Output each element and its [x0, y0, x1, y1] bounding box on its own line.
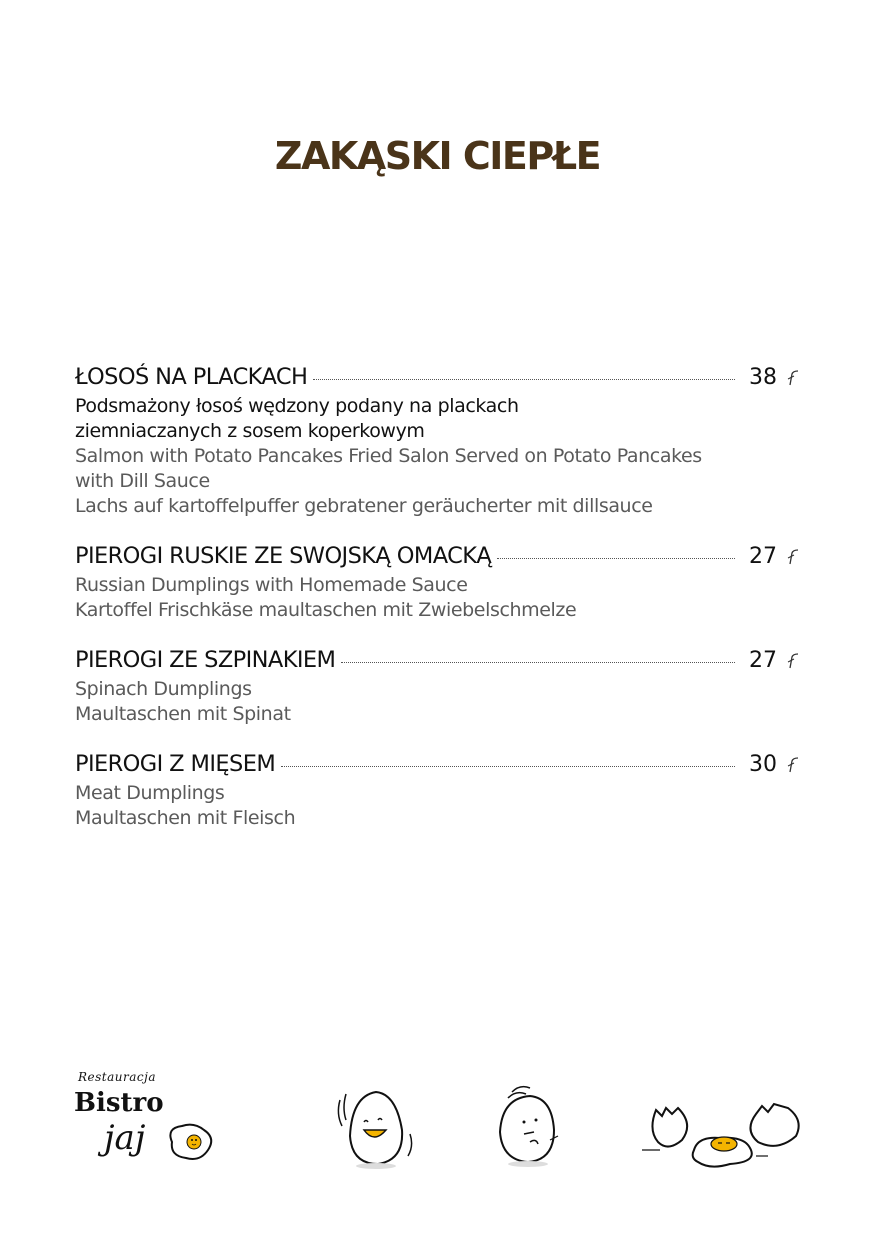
- menu-item: [75, 541, 805, 623]
- menu-item-price: 27: [749, 544, 777, 569]
- menu-item-description-en: Salmon with Potato Pancakes Fried Salon Served on Potato Pancakes with Dill Sauce: [75, 445, 702, 492]
- restaurant-logo: [74, 1070, 224, 1170]
- logo-small-text: Restauracja: [78, 1070, 156, 1084]
- menu-item-description-pl: Podsmażony łosoś wędzony podany na plackach ziemniaczanych z sosem koperkowym: [75, 395, 519, 442]
- zloty-currency-icon: [783, 752, 805, 774]
- menu-item-description-en: Spinach Dumplings: [75, 678, 252, 700]
- menu-list: [75, 362, 805, 853]
- menu-item-name: ŁOSOŚ NA PLACKACH: [75, 364, 308, 390]
- zloty-currency-icon: [783, 648, 805, 670]
- dot-leader: [313, 379, 735, 380]
- menu-item-description-de: Kartoffel Frischkäse maultaschen mit Zwiebelschmelze: [75, 599, 577, 621]
- menu-item-description-en: Russian Dumplings with Homemade Sauce: [75, 574, 468, 596]
- zloty-currency-icon: [783, 365, 805, 387]
- menu-item: [75, 749, 805, 831]
- menu-item-header: [75, 362, 805, 394]
- happy-egg-icon: [334, 1084, 418, 1170]
- menu-item-description-de: Lachs auf kartoffelpuffer gebratener geräucherter mit dillsauce: [75, 495, 653, 517]
- page-title: ZAKĄSKI CIEPŁE: [274, 134, 601, 178]
- menu-item-header: [75, 645, 805, 677]
- menu-item-description-de: Maultaschen mit Fleisch: [75, 807, 296, 829]
- footer: [0, 1060, 875, 1180]
- cracked-egg-icon: [638, 1100, 804, 1172]
- logo-script-text: jaj: [104, 1118, 146, 1158]
- menu-item-header: [75, 749, 805, 781]
- fried-egg-icon: [164, 1120, 216, 1164]
- menu-item: [75, 362, 805, 519]
- menu-item-description-en: Meat Dumplings: [75, 782, 225, 804]
- menu-item: [75, 645, 805, 727]
- dot-leader: [341, 662, 735, 663]
- menu-item-price: 27: [749, 648, 777, 673]
- menu-item-description-de: Maultaschen mit Spinat: [75, 703, 291, 725]
- zloty-currency-icon: [783, 544, 805, 566]
- menu-item-name: PIEROGI RUSKIE ZE SWOJSKĄ OMACKĄ: [75, 543, 492, 569]
- menu-item-name: PIEROGI ZE SZPINAKIEM: [75, 647, 336, 673]
- menu-item-price: 38: [749, 365, 777, 390]
- dot-leader: [497, 558, 735, 559]
- logo-big-text: Bistro: [74, 1088, 164, 1118]
- menu-item-header: [75, 541, 805, 573]
- menu-item-price: 30: [749, 752, 777, 777]
- dot-leader: [281, 766, 735, 767]
- menu-item-name: PIEROGI Z MIĘSEM: [75, 751, 276, 777]
- thinking-egg-icon: [494, 1082, 564, 1168]
